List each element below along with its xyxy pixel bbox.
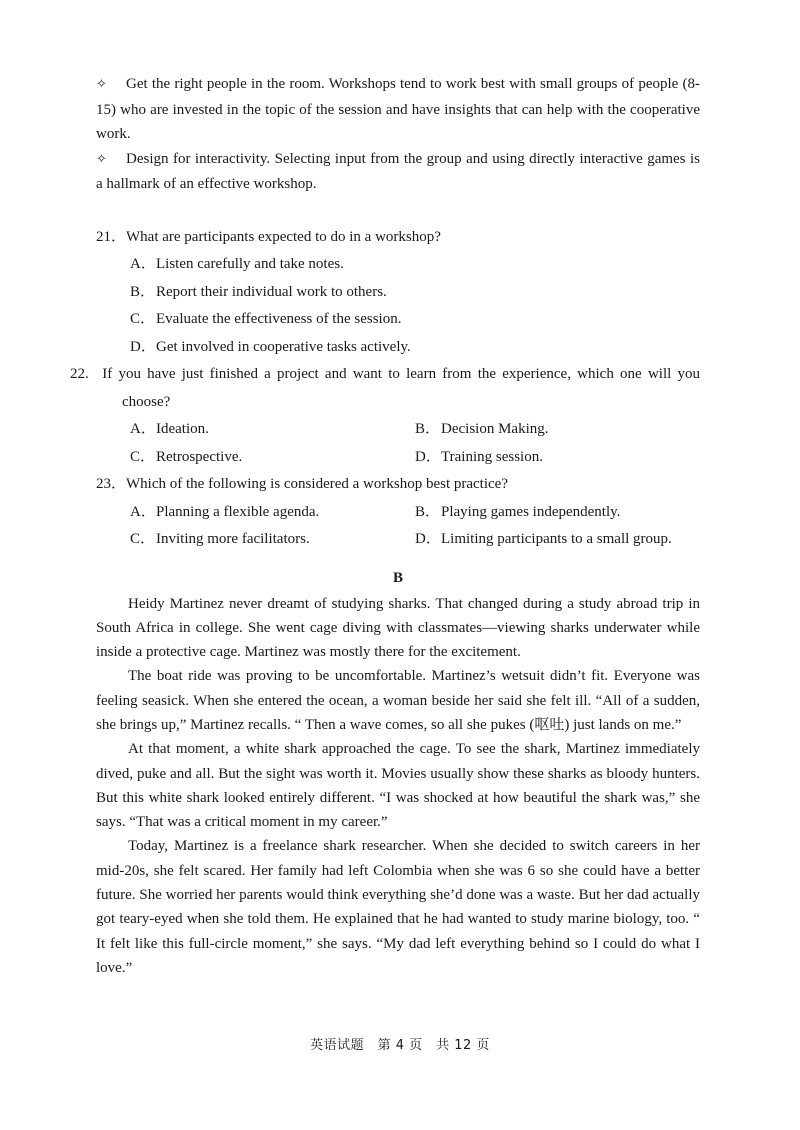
- option-letter: A．: [130, 421, 156, 437]
- bullet-item: [96, 147, 700, 197]
- option-row: [96, 279, 700, 307]
- option-letter: B．: [415, 503, 441, 520]
- reading-passage: [96, 592, 700, 981]
- option-c: [130, 526, 415, 554]
- option-a: [130, 499, 415, 527]
- question-stem: [96, 224, 700, 252]
- four-point-star-icon: ✧: [96, 151, 107, 167]
- question-text: If you have just finished a project and want to learn from the experience, which one will you choose?: [102, 366, 701, 410]
- question-23: [96, 471, 700, 554]
- option-letter: C．: [130, 531, 156, 547]
- option-b: [130, 279, 700, 307]
- section-title: B: [392, 569, 403, 586]
- option-a: [130, 416, 415, 444]
- bullet-text: Design for interactivity. Selecting input from the group and using directly interactive games is a hallmark of an effective workshop.: [96, 150, 700, 192]
- question-21: [96, 224, 700, 362]
- option-row: [96, 499, 700, 527]
- page-content: [70, 72, 701, 980]
- option-letter: B．: [130, 283, 156, 300]
- option-letter: D．: [415, 448, 441, 465]
- option-d: [415, 444, 700, 472]
- option-row: [96, 416, 700, 444]
- option-letter: A．: [130, 503, 156, 520]
- option-text: Retrospective.: [156, 448, 243, 465]
- option-letter: B．: [415, 421, 441, 437]
- option-text: Playing games independently.: [441, 503, 621, 520]
- bullet-text: Get the right people in the room. Workshops tend to work best with small groups of people (8-15) who are invested in the topic of the session and have insights that can help with the cooperative work.: [96, 76, 700, 142]
- option-letter: C．: [130, 311, 156, 327]
- passage-paragraph: At that moment, a white shark approached the cage. To see the shark, Martinez immediately dived, puke and all. But the sight was worth it. Movies usually show these sharks as bloody hunters. But this white shark looked entirely different. “I was shocked at how beautiful the shark was,” she says. “That was a critical moment in my career.”: [96, 741, 700, 831]
- option-text: Inviting more facilitators.: [156, 531, 310, 547]
- option-text: Get involved in cooperative tasks actively.: [156, 338, 411, 355]
- option-text: Report their individual work to others.: [156, 283, 387, 300]
- page-footer: 英语试题 第 4 页 共 12 页: [310, 1038, 490, 1053]
- passage-paragraph: Today, Martinez is a freelance shark researcher. When she decided to switch careers in her mid-20s, she felt scared. Her family had left Colombia when she was 6 so she could have a better future. She worried her parents would think everything she’d done was a waste. But her dad actually got teary-eyed when she told them. He explained that he had wanted to study marine biology, too. “ It felt like this full-circle moment,” she says. “My dad left everything behind so I could do what I love.”: [96, 838, 700, 976]
- option-letter: D．: [415, 531, 441, 547]
- option-row: [96, 334, 700, 362]
- option-letter: C．: [130, 448, 156, 465]
- question-stem: [96, 471, 700, 499]
- option-c: [130, 306, 700, 334]
- option-a: [130, 251, 700, 279]
- option-text: Limiting participants to a small group.: [441, 531, 672, 547]
- option-row: [96, 306, 700, 334]
- passage-paragraph: The boat ride was proving to be uncomfortable. Martinez’s wetsuit didn’t fit. Everyone was feeling seasick. When she entered the ocean, a woman beside her said she felt ill. “All of a sudden, she brings up,” Martinez recalls. “ Then a wave comes, so all she pukes (呕吐) just lands on me.”: [96, 668, 700, 733]
- option-b: [415, 416, 700, 444]
- question-text: What are participants expected to do in a workshop?: [126, 228, 441, 245]
- option-row: [96, 444, 700, 472]
- option-text: Ideation.: [156, 421, 209, 437]
- option-text: Decision Making.: [441, 421, 549, 437]
- question-number: 21．: [96, 228, 127, 245]
- option-d: [415, 526, 700, 554]
- option-d: [130, 334, 700, 362]
- option-letter: A．: [130, 256, 156, 272]
- option-text: Evaluate the effectiveness of the session.: [156, 311, 402, 327]
- option-text: Listen carefully and take notes.: [156, 256, 344, 272]
- four-point-star-icon: ✧: [96, 77, 107, 92]
- passage-paragraph: Heidy Martinez never dreamt of studying sharks. That changed during a study abroad trip in South Africa in college. She went cage diving with classmates—viewing sharks underwater while inside a protective cage. Martinez was mostly there for the excitement.: [96, 595, 700, 661]
- option-text: Planning a flexible agenda.: [156, 503, 320, 520]
- option-text: Training session.: [441, 448, 543, 465]
- question-22: [70, 361, 701, 471]
- option-row: [96, 251, 700, 279]
- bullet-item: [96, 72, 700, 147]
- option-b: [415, 499, 700, 527]
- option-c: [130, 444, 415, 472]
- question-text: Which of the following is considered a workshop best practice?: [126, 476, 508, 492]
- option-letter: D．: [130, 338, 156, 355]
- question-stem: 22. If you have just finished a project and want to learn from the experience, which one will you choose?: [70, 366, 701, 410]
- question-number: 23．: [96, 476, 127, 492]
- option-row: [96, 526, 700, 554]
